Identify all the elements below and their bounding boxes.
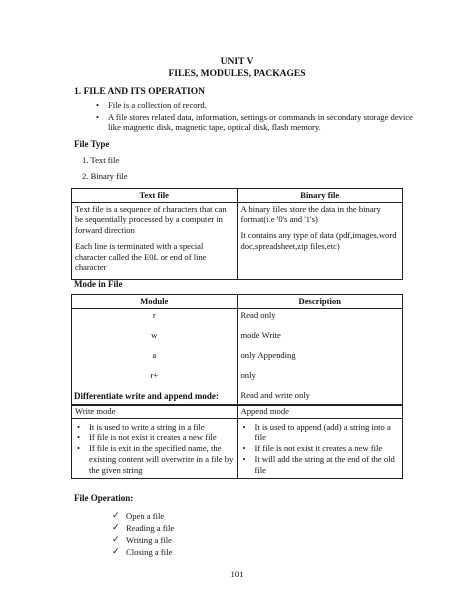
desc-cell: only: [237, 365, 403, 385]
file-operation-list: [112, 511, 174, 559]
checkmark-icon: ✓: [112, 523, 120, 533]
table-header: Module: [72, 295, 238, 309]
file-type-table: [71, 188, 403, 280]
file-type-item: 1. Text file: [82, 155, 120, 165]
desc-cell: only Appending: [237, 345, 403, 365]
file-type-heading: File Type: [74, 139, 110, 149]
write-mode-cell: [72, 418, 238, 479]
list-item-label: Writing a file: [126, 535, 172, 545]
list-item: • If file is not exist it creates a new file: [241, 443, 400, 454]
table-header: Append mode: [237, 405, 403, 419]
list-item: • If file is exit in the specified name, the existing content will overwrite in a file by the given string: [75, 443, 234, 475]
checkmark-icon: ✓: [112, 535, 120, 545]
page-number: 101: [230, 569, 244, 579]
list-item: • A file stores related data, information, settings or commands in secondary storage device like magnetic disk, magnetic tape, optical disk, flash memory.: [94, 112, 414, 133]
cell-text: Each line is terminated with a special character called the E0L or end of line character: [75, 240, 207, 273]
file-operation-heading: File Operation:: [74, 493, 134, 503]
cell-text: It contains any type of data (pdf,images,word doc,spreadsheet,zip files,etc): [240, 230, 397, 251]
cell-text: A binary files store the data in the binary format(i.e '0's and '1's): [240, 203, 381, 225]
intro-bullet-list: [94, 100, 414, 134]
table-row: [72, 365, 403, 385]
table-header: Text file: [72, 189, 238, 203]
list-item-label: Closing a file: [126, 547, 173, 557]
mode-heading: Mode in File: [74, 279, 123, 289]
mode-cell: r: [72, 308, 238, 325]
table-header: Binary file: [237, 189, 403, 203]
append-mode-cell: [237, 418, 403, 479]
file-type-item: 2. Binary file: [82, 171, 128, 181]
table-row: [72, 345, 403, 365]
table-header: Description: [237, 295, 403, 309]
mode-cell: r+: [72, 365, 238, 385]
checkmark-icon: ✓: [112, 547, 120, 557]
list-item-label: Reading a file: [126, 523, 175, 533]
desc-cell: mode Write: [237, 325, 403, 345]
list-item-label: Open a file: [126, 511, 165, 521]
text-file-cell: [72, 202, 238, 279]
mode-cell: w: [72, 325, 238, 345]
diff-heading: Differentiate write and append mode:: [74, 391, 219, 401]
table-header: Write mode: [72, 405, 238, 419]
unit-title: UNIT V: [220, 57, 254, 67]
mode-cell: a: [72, 345, 238, 365]
diff-table: [71, 404, 403, 479]
list-item: • It will add the string at the end of the old file: [241, 454, 400, 475]
list-item: • It is used to append (add) a string into a file: [241, 422, 400, 443]
list-item: • If file is not exist it creates a new file: [75, 432, 234, 443]
desc-cell: Read and write only: [237, 385, 403, 406]
list-item: [112, 535, 174, 547]
section-heading: 1. FILE AND ITS OPERATION: [74, 87, 206, 97]
list-item: [112, 511, 174, 523]
table-row: [72, 308, 403, 325]
desc-cell: Read only: [237, 308, 403, 325]
write-mode-list: [75, 422, 234, 476]
list-item: • It is used to write a string in a file: [75, 422, 234, 433]
list-item: [112, 523, 174, 535]
binary-file-cell: [237, 202, 403, 279]
table-row: [72, 325, 403, 345]
cell-text: Text file is a sequence of characters that can be sequentially processed by a computer in forward direction: [75, 203, 227, 236]
mode-table: [71, 294, 403, 406]
list-item: [112, 547, 174, 559]
append-mode-list: [241, 422, 400, 476]
list-item: • File is a collection of record.: [94, 100, 414, 111]
checkmark-icon: ✓: [112, 511, 120, 521]
page-title: FILES, MODULES, PACKAGES: [168, 69, 306, 79]
